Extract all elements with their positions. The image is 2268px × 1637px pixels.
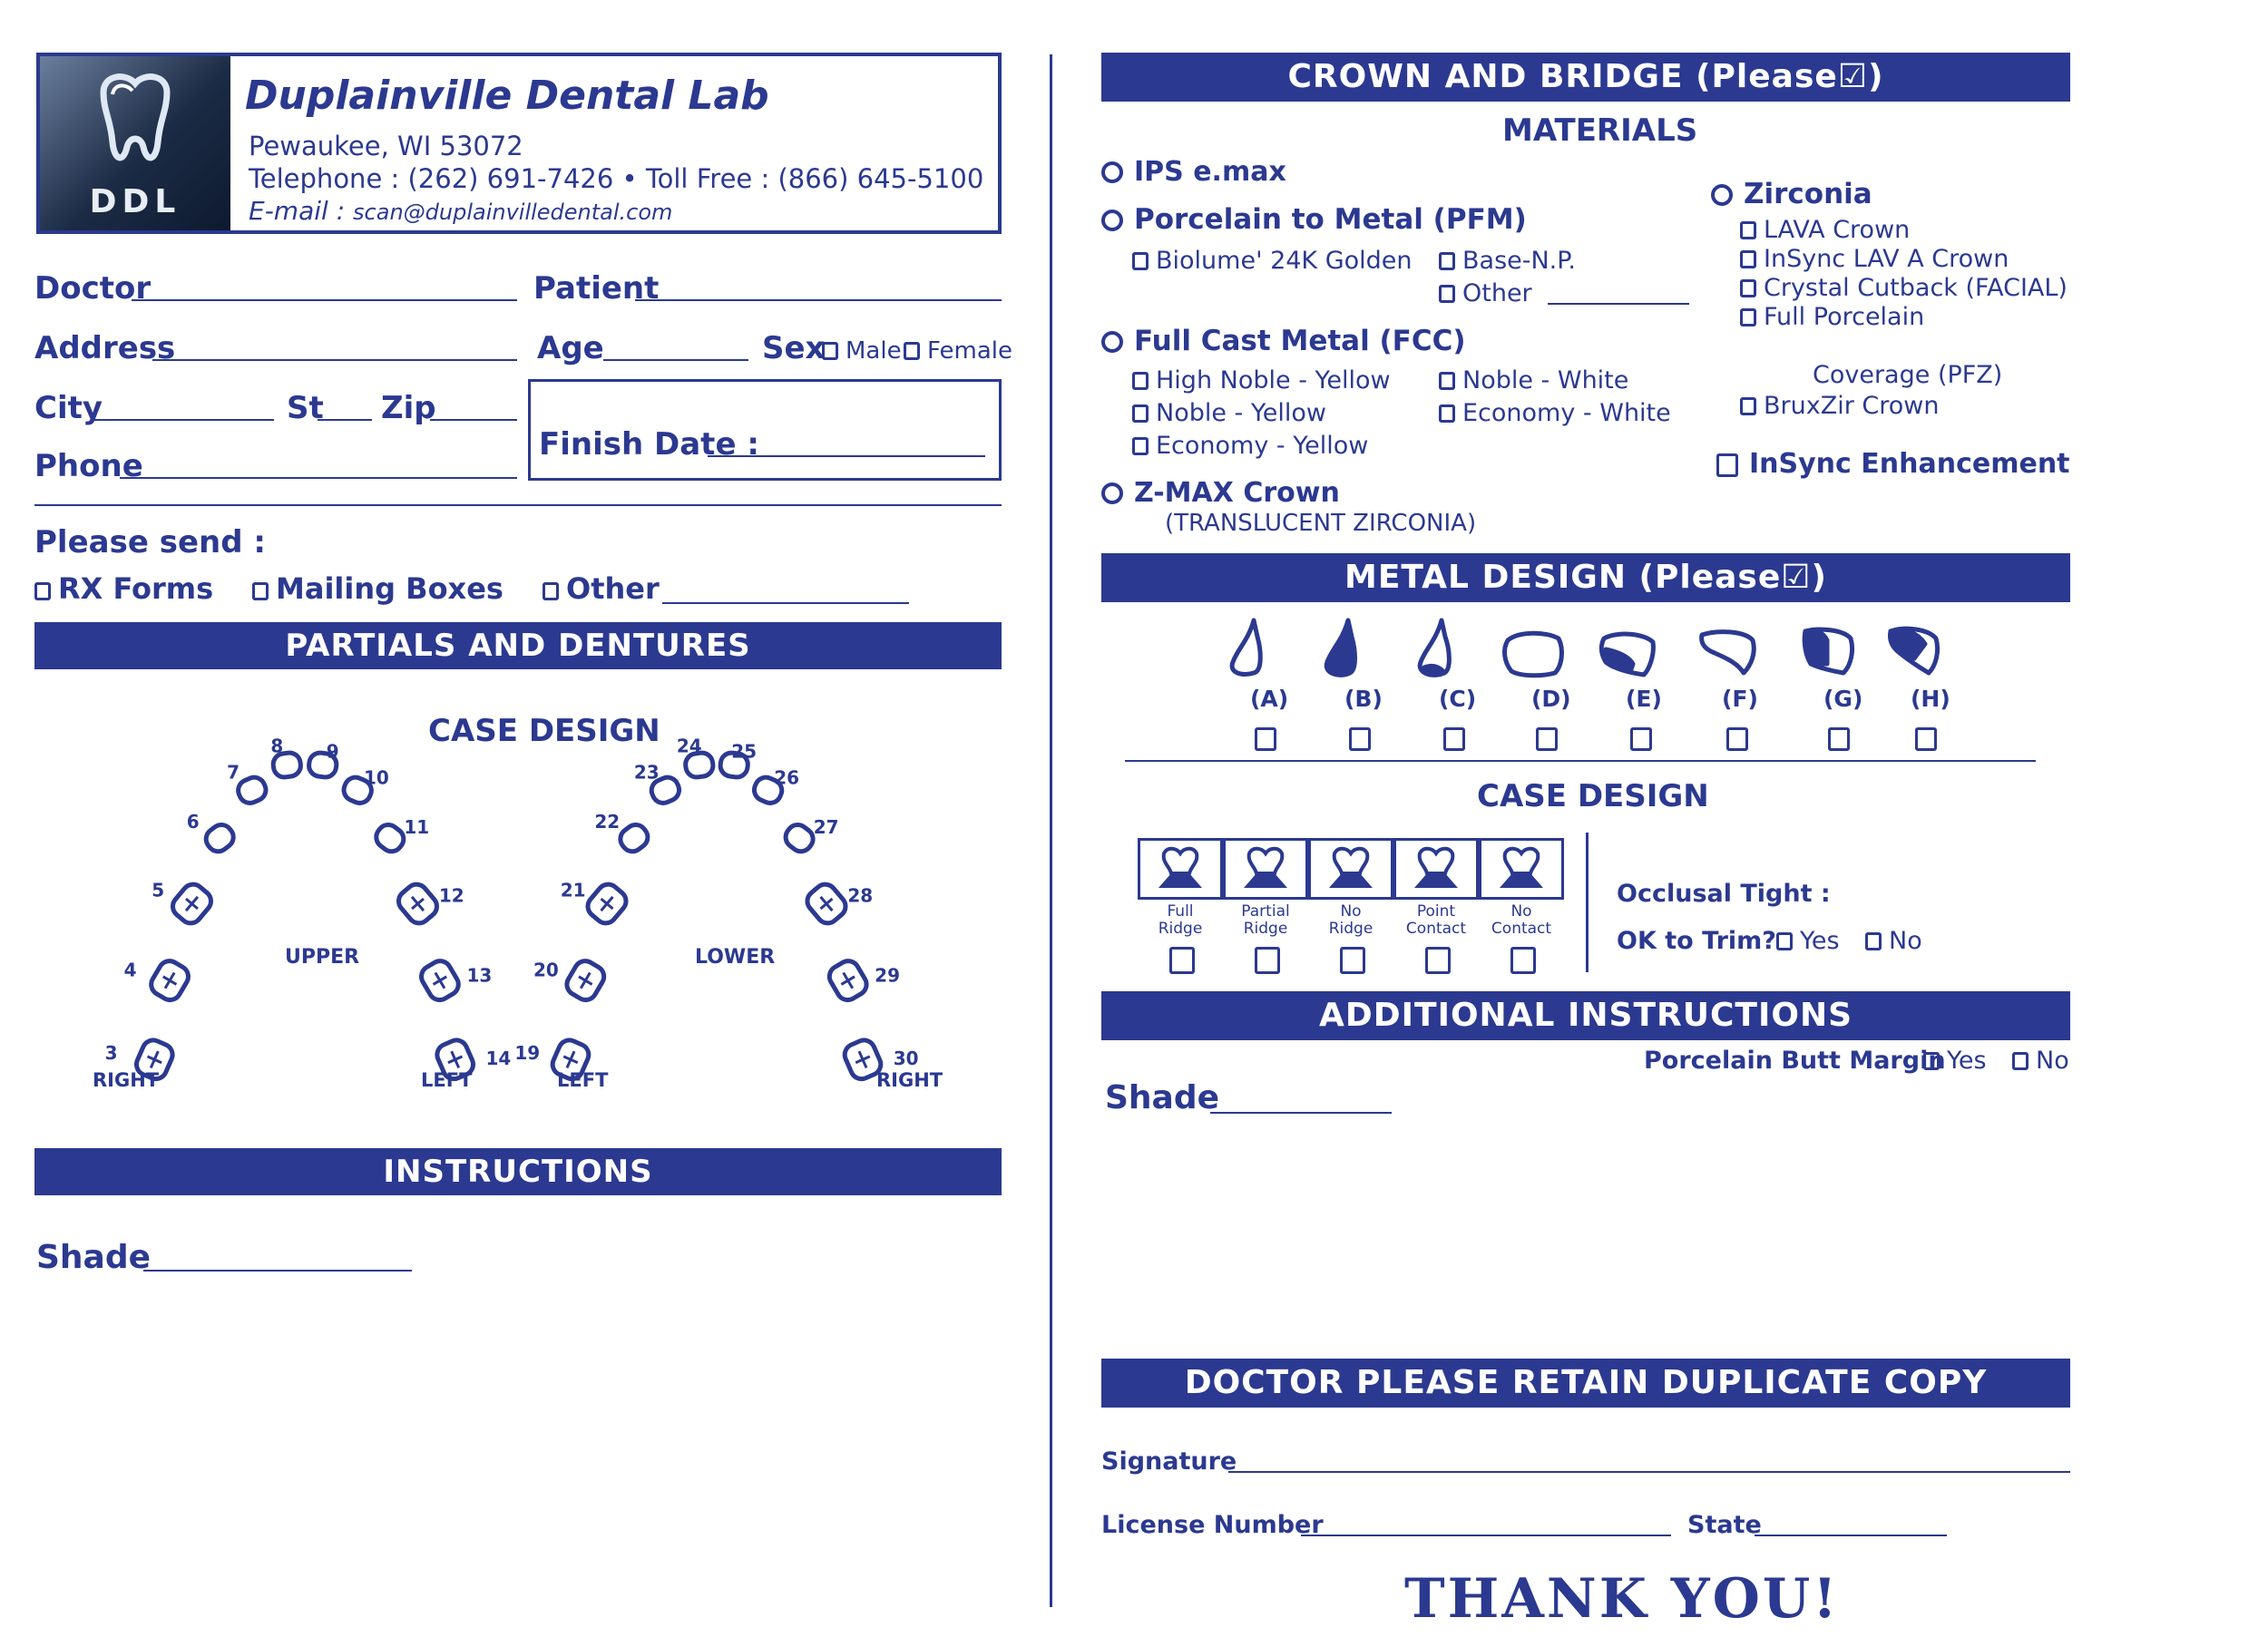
tooth-number: 7 <box>227 761 240 784</box>
phone-label: Phone <box>34 448 143 484</box>
upper-right-label: RIGHT <box>93 1069 160 1091</box>
lab-email-row <box>249 196 672 226</box>
insync-lava-option[interactable] <box>1740 245 2009 273</box>
lower-label: LOWER <box>695 946 776 969</box>
mailing-boxes-option[interactable] <box>252 571 503 606</box>
tooth-number: 21 <box>560 879 586 901</box>
trim-no-option[interactable] <box>1865 927 1922 955</box>
base-np-checkbox[interactable] <box>1439 252 1455 270</box>
tooth-number: 30 <box>893 1047 919 1069</box>
tooth-number: 10 <box>363 766 389 789</box>
tooth-number: 13 <box>466 964 493 987</box>
coverage-label: Coverage (PFZ) <box>1813 361 2003 389</box>
metal-design-label: (F) <box>1722 686 1758 712</box>
full-porcelain-checkbox[interactable] <box>1740 308 1756 326</box>
noble-white-checkbox[interactable] <box>1439 372 1455 390</box>
retain-header: DOCTOR PLEASE RETAIN DUPLICATE COPY <box>1101 1359 2070 1408</box>
lab-header <box>36 53 1002 234</box>
tooth-number: 28 <box>847 884 874 907</box>
metal-design-checkbox[interactable] <box>1726 727 1748 751</box>
patient-label: Patient <box>533 270 660 307</box>
bruxzir-label: BruxZir Crown <box>1764 392 1940 420</box>
lab-email-label: E-mail : <box>249 196 354 226</box>
sex-female-option[interactable] <box>904 337 1012 365</box>
rx-forms-option[interactable] <box>34 571 213 606</box>
ridge-label <box>1479 903 1564 938</box>
fcc-option[interactable] <box>1101 325 1466 357</box>
zip-field[interactable] <box>430 419 517 421</box>
tooth-logo-icon <box>40 56 230 192</box>
ridge-icon <box>1311 841 1391 897</box>
lower-right-label: RIGHT <box>876 1069 943 1091</box>
trim-yes-option[interactable] <box>1776 927 1840 955</box>
pfm-radio[interactable] <box>1101 209 1123 231</box>
tooth-number: 8 <box>270 735 284 757</box>
other-field[interactable] <box>662 602 909 604</box>
tooth[interactable] <box>781 821 817 856</box>
metal-divider <box>1125 760 2036 762</box>
ridge-label-line2: Contact <box>1491 920 1552 938</box>
ok-trim-label: OK to Trim? <box>1617 927 1776 955</box>
partials-header: PARTIALS AND DENTURES <box>34 622 1002 669</box>
economy-white-option[interactable] <box>1439 399 1671 427</box>
butt-no-label: No <box>2036 1047 2069 1075</box>
tooth-number: 14 <box>485 1047 512 1069</box>
address-field[interactable] <box>152 359 517 361</box>
tooth-number: 12 <box>438 884 464 907</box>
zmax-radio[interactable] <box>1101 482 1123 504</box>
butt-no-option[interactable] <box>2012 1047 2069 1075</box>
high-noble-yellow-option[interactable] <box>1132 366 1391 395</box>
pfm-other-field[interactable] <box>1548 303 1689 305</box>
upper-arch <box>123 752 484 1097</box>
noble-yellow-checkbox[interactable] <box>1132 404 1149 423</box>
noble-yellow-option[interactable] <box>1132 399 1326 427</box>
butt-yes-checkbox[interactable] <box>1923 1052 1940 1070</box>
tooth-number: 25 <box>731 740 758 763</box>
ridge-icon <box>1140 841 1220 897</box>
license-field[interactable] <box>1301 1535 1671 1536</box>
st-field[interactable] <box>318 419 372 421</box>
insync-lava-checkbox[interactable] <box>1740 250 1756 268</box>
lava-option[interactable] <box>1740 216 1910 244</box>
shade-label-left: Shade <box>36 1239 152 1276</box>
trim-yes-checkbox[interactable] <box>1776 932 1793 950</box>
zip-label: Zip <box>381 390 436 426</box>
lower-arch <box>543 752 891 1097</box>
biolume-label: Biolume' 24K Golden <box>1156 247 1413 275</box>
partials-case-design-title: CASE DESIGN <box>428 713 660 749</box>
insync-enh-option[interactable] <box>1716 448 2070 480</box>
city-field[interactable] <box>93 419 274 421</box>
ridge-label-line1: Partial <box>1241 902 1290 921</box>
logo-text: DDL <box>89 183 181 220</box>
fcc-label: Full Cast Metal (FCC) <box>1134 325 1466 357</box>
ridge-label-line1: No <box>1510 902 1532 921</box>
crystal-checkbox[interactable] <box>1740 279 1756 297</box>
column-separator <box>1050 54 1052 1607</box>
tooth[interactable] <box>616 821 652 856</box>
crystal-option[interactable] <box>1740 274 2068 302</box>
rx-forms-label: RX Forms <box>58 571 214 606</box>
st-label: St <box>287 390 324 426</box>
full-porcelain-option[interactable] <box>1740 303 1924 331</box>
ridge-checkbox[interactable] <box>1255 947 1280 974</box>
tooth-number: 22 <box>594 811 621 833</box>
tooth-number: 6 <box>186 811 200 833</box>
tooth[interactable] <box>235 774 269 806</box>
tooth-number: 27 <box>813 816 839 839</box>
zmax-sub-label: (TRANSLUCENT ZIRCONIA) <box>1165 510 1477 537</box>
zmax-label: Z-MAX Crown <box>1134 477 1340 509</box>
tooth-number: 5 <box>152 879 165 901</box>
lava-checkbox[interactable] <box>1740 221 1756 239</box>
male-checkbox[interactable] <box>822 342 838 360</box>
city-label: City <box>34 390 103 426</box>
metal-design-checkbox[interactable] <box>1443 727 1465 751</box>
ridge-diagram <box>1138 838 1223 900</box>
high-noble-yellow-label: High Noble - Yellow <box>1156 366 1391 395</box>
logo <box>40 56 230 230</box>
ridge-label-line2: Ridge <box>1158 920 1203 938</box>
upper-left-label: LEFT <box>421 1069 473 1091</box>
tooth-number: 4 <box>123 959 137 981</box>
ridge-label-line2: Contact <box>1405 920 1467 938</box>
male-label: Male <box>846 337 902 365</box>
patient-field[interactable] <box>635 299 1002 301</box>
right-case-design-title: CASE DESIGN <box>1477 778 1709 814</box>
ridge-icon <box>1226 841 1305 897</box>
noble-yellow-label: Noble - Yellow <box>1156 399 1326 427</box>
ridge-label <box>1308 903 1393 938</box>
age-field[interactable] <box>603 359 748 361</box>
doctor-field[interactable] <box>132 299 517 301</box>
ridge-diagram <box>1223 838 1308 900</box>
lower-left-label: LEFT <box>557 1069 609 1091</box>
mailing-boxes-label: Mailing Boxes <box>276 571 503 606</box>
bruxzir-checkbox[interactable] <box>1740 397 1756 415</box>
crown-bridge-header: CROWN AND BRIDGE (Please☑) <box>1101 53 2070 102</box>
butt-no-checkbox[interactable] <box>2012 1052 2028 1070</box>
economy-yellow-option[interactable] <box>1132 432 1368 460</box>
noble-white-label: Noble - White <box>1462 366 1629 395</box>
economy-yellow-label: Economy - Yellow <box>1156 432 1369 460</box>
metal-design-checkbox[interactable] <box>1630 727 1652 751</box>
metal-design-header: METAL DESIGN (Please☑) <box>1101 553 2070 602</box>
lab-phone: Telephone : (262) 691-7426 • Toll Free : (866) 645-5100 <box>249 163 984 194</box>
butt-yes-label: Yes <box>1947 1047 1987 1075</box>
lab-address: Pewaukee, WI 53072 <box>249 131 523 161</box>
base-np-label: Base-N.P. <box>1462 247 1576 275</box>
noble-white-option[interactable] <box>1439 366 1628 395</box>
biolume-checkbox[interactable] <box>1132 252 1149 270</box>
tooth-number: 11 <box>404 816 430 839</box>
metal-design-label: (G) <box>1823 686 1863 712</box>
metal-design-checkbox[interactable] <box>1255 727 1276 751</box>
pfm-other-checkbox[interactable] <box>1439 285 1455 303</box>
tooth-number: 3 <box>104 1041 118 1064</box>
metal-design-checkbox[interactable] <box>1828 727 1850 751</box>
metal-design-checkbox[interactable] <box>1536 727 1558 751</box>
tooth-numbers <box>95 736 928 1097</box>
shade-field-right[interactable] <box>1210 1112 1392 1114</box>
female-checkbox[interactable] <box>904 342 920 360</box>
ridge-checkbox[interactable] <box>1510 947 1536 974</box>
ridge-label-line2: Ridge <box>1243 920 1288 938</box>
shade-label-right: Shade <box>1105 1079 1220 1116</box>
additional-header: ADDITIONAL INSTRUCTIONS <box>1101 991 2070 1040</box>
design-f-icon <box>1702 632 1755 673</box>
economy-yellow-checkbox[interactable] <box>1132 437 1149 455</box>
trim-yes-label: Yes <box>1800 927 1840 955</box>
metal-design-label: (H) <box>1911 686 1950 712</box>
metal-design-checkbox[interactable] <box>1915 727 1937 751</box>
female-label: Female <box>927 337 1013 365</box>
high-noble-yellow-checkbox[interactable] <box>1132 372 1149 390</box>
full-porcelain-label: Full Porcelain <box>1764 303 1925 331</box>
bruxzir-option[interactable] <box>1740 392 1939 420</box>
pfm-other-label: Other <box>1462 279 1532 307</box>
economy-white-checkbox[interactable] <box>1439 404 1455 423</box>
case-design-divider <box>1586 833 1589 972</box>
zirconia-option[interactable] <box>1711 178 1872 210</box>
state-label: State <box>1687 1511 1762 1539</box>
lab-name: Duplainville Dental Lab <box>245 73 769 119</box>
ridge-checkbox[interactable] <box>1169 947 1195 974</box>
rx-forms-checkbox[interactable] <box>34 582 51 600</box>
age-label: Age <box>537 330 604 366</box>
sex-male-option[interactable] <box>822 337 902 365</box>
metal-design-label: (A) <box>1250 686 1289 712</box>
materials-title: MATERIALS <box>1502 112 1698 149</box>
phone-field[interactable] <box>120 477 517 479</box>
tooth-number: 9 <box>326 740 339 763</box>
fcc-radio[interactable] <box>1101 331 1123 353</box>
metal-design-label: (B) <box>1344 686 1383 712</box>
ridge-label <box>1138 903 1223 938</box>
pfm-other-option[interactable] <box>1439 279 1532 307</box>
ips-label: IPS e.max <box>1134 156 1286 188</box>
doctor-label: Doctor <box>34 270 152 307</box>
license-label: License Number <box>1101 1511 1324 1539</box>
zirconia-radio[interactable] <box>1711 184 1733 206</box>
metal-design-shapes <box>1101 613 2070 686</box>
ridge-icon <box>1481 841 1561 897</box>
other-label: Other <box>566 571 660 606</box>
pfm-label: Porcelain to Metal (PFM) <box>1134 203 1527 236</box>
upper-label: UPPER <box>285 946 360 969</box>
crystal-label: Crystal Cutback (FACIAL) <box>1764 274 2068 302</box>
ips-radio[interactable] <box>1101 161 1123 183</box>
design-d-icon <box>1505 633 1562 676</box>
tooth-number: 29 <box>875 964 901 987</box>
ridge-diagram <box>1479 838 1564 900</box>
insync-lava-label: InSync LAV A Crown <box>1764 245 2009 273</box>
tooth-number: 20 <box>533 959 559 981</box>
tooth[interactable] <box>372 821 408 856</box>
tooth-number: 23 <box>633 761 660 784</box>
ips-option[interactable] <box>1101 156 1286 188</box>
design-b-icon <box>1326 620 1354 675</box>
state-field[interactable] <box>1755 1535 1947 1536</box>
economy-white-label: Economy - White <box>1462 399 1671 427</box>
pfm-option[interactable] <box>1101 203 1527 236</box>
insync-enh-checkbox[interactable] <box>1716 453 1738 477</box>
tooth-number: 19 <box>514 1041 541 1064</box>
metal-design-label: (D) <box>1531 686 1571 712</box>
tooth-number: 26 <box>774 766 800 789</box>
address-label: Address <box>34 330 176 366</box>
metal-design-label: (E) <box>1626 686 1662 712</box>
signature-field[interactable] <box>1228 1471 2070 1473</box>
please-send-title: Please send : <box>34 524 266 560</box>
ridge-label-line2: Ridge <box>1328 920 1374 938</box>
metal-design-label: (C) <box>1439 686 1477 712</box>
tooth[interactable] <box>201 821 238 856</box>
design-a-icon <box>1232 620 1260 675</box>
trim-no-checkbox[interactable] <box>1865 932 1882 950</box>
butt-margin-label: Porcelain Butt Margin <box>1644 1047 1946 1075</box>
sex-label: Sex <box>762 330 826 366</box>
divider <box>34 504 1002 506</box>
zmax-option[interactable] <box>1101 477 1340 509</box>
ridge-icon <box>1396 841 1476 897</box>
ridge-diagram <box>1393 838 1479 900</box>
ridge-label <box>1223 903 1308 938</box>
trim-no-label: No <box>1889 927 1922 955</box>
ridge-label <box>1393 903 1479 938</box>
butt-yes-option[interactable] <box>1923 1047 1987 1075</box>
ridge-checkbox[interactable] <box>1425 947 1451 974</box>
ridge-label-line1: Full <box>1167 902 1194 921</box>
signature-label: Signature <box>1101 1447 1237 1476</box>
zirconia-label: Zirconia <box>1744 178 1872 210</box>
ridge-diagram <box>1308 838 1393 900</box>
thank-you: THANK YOU! <box>1404 1567 1840 1631</box>
other-checkbox[interactable] <box>543 582 559 600</box>
metal-design-checkbox[interactable] <box>1349 727 1371 751</box>
tooth-chart <box>36 698 1007 1097</box>
insync-enh-label: InSync Enhancement <box>1749 448 2070 480</box>
instructions-header: INSTRUCTIONS <box>34 1148 1002 1195</box>
finish-date-field[interactable] <box>708 455 985 457</box>
occlusal-tight-label: Occlusal Tight : <box>1617 880 1831 908</box>
base-np-option[interactable] <box>1439 247 1576 275</box>
finish-date-label: Finish Date : <box>539 426 759 463</box>
lab-email[interactable]: scan@duplainvilledental.com <box>353 200 673 225</box>
shade-field-left[interactable] <box>143 1270 412 1272</box>
biolume-option[interactable] <box>1132 247 1413 275</box>
ridge-label-line1: No <box>1340 902 1362 921</box>
lava-label: LAVA Crown <box>1764 216 1911 244</box>
mailing-boxes-checkbox[interactable] <box>252 582 269 600</box>
ridge-label-line1: Point <box>1416 902 1456 921</box>
tooth-number: 24 <box>676 735 702 757</box>
ridge-checkbox[interactable] <box>1340 947 1365 974</box>
other-option[interactable] <box>543 571 660 606</box>
